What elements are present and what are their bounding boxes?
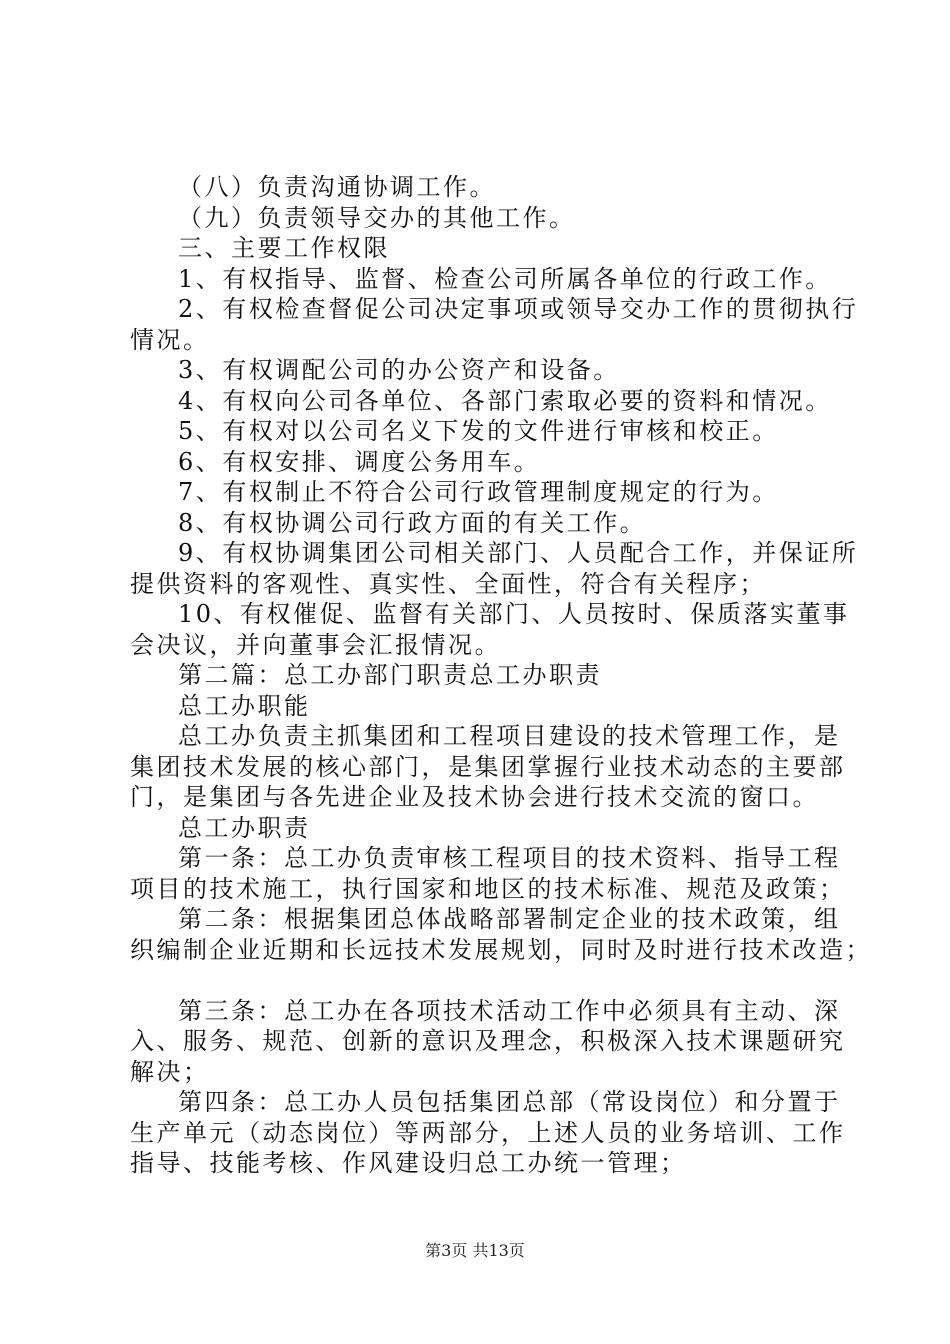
text-line: 第三条：总工办在各项技术活动工作中必须具有主动、深 (178, 996, 841, 1025)
sub-heading: 总工办职责 (178, 813, 311, 842)
text-line: 入、服务、规范、创新的意识及理念，积极深入技术课题研究 (130, 1027, 846, 1055)
text-line: 会决议，并向董事会汇报情况。 (130, 630, 501, 659)
text-line: 第一条：总工办负责审核工程项目的技术资料、指导工程 (178, 844, 841, 872)
blank-line (130, 965, 850, 996)
text-line: 9、有权协调集团公司相关部门、人员配合工作，并保证所 (178, 539, 859, 567)
chapter-heading: 第二篇：总工办部门职责总工办职责 (178, 661, 602, 689)
text-line: 7、有权制止不符合公司行政管理制度规定的行为。 (178, 478, 779, 506)
text-line: （九）负责领导交办的其他工作。 (178, 203, 576, 232)
text-line: 项目的技术施工，执行国家和地区的技术标准、规范及政策； (130, 874, 846, 903)
text-line: 4、有权向公司各单位、各部门索取必要的资料和情况。 (178, 386, 832, 415)
text-line: 2、有权检查督促公司决定事项或领导交办工作的贯彻执行 (178, 295, 859, 323)
text-line: 总工办负责主抓集团和工程项目建设的技术管理工作，是 (178, 722, 841, 750)
text-line: 5、有权对以公司名义下发的文件进行审核和校正。 (178, 417, 779, 445)
document-body (130, 172, 872, 1179)
text-line: （八）负责沟通协调工作。 (178, 173, 496, 201)
text-line: 解决； (130, 1057, 210, 1086)
text-line: 8、有权协调公司行政方面的有关工作。 (178, 508, 647, 537)
text-line: 第四条：总工办人员包括集团总部（常设岗位）和分置于 (178, 1088, 841, 1116)
sub-heading: 总工办职能 (178, 691, 311, 720)
text-line: 指导、技能考核、作风建设归总工办统一管理； (130, 1149, 687, 1177)
text-line: 第二条：根据集团总体战略部署制定企业的技术政策，组 (178, 905, 841, 933)
text-line: 织编制企业近期和长远技术发展规划，同时及时进行技术改造； (130, 935, 872, 964)
text-line: 6、有权安排、调度公务用车。 (178, 447, 541, 476)
text-line: 集团技术发展的核心部门，是集团掌握行业技术动态的主要部 (130, 752, 846, 781)
text-line: 生产单元（动态岗位）等两部分，上述人员的业务培训、工作 (130, 1118, 846, 1147)
text-line: 1、有权指导、监督、检查公司所属各单位的行政工作。 (178, 264, 832, 293)
text-line: 10、有权催促、监督有关部门、人员按时、保质落实董事 (178, 600, 850, 628)
text-line: 情况。 (130, 325, 210, 354)
text-line: 门，是集团与各先进企业及技术协会进行技术交流的窗口。 (130, 783, 819, 811)
text-line: 提供资料的客观性、真实性、全面性，符合有关程序； (130, 569, 766, 598)
section-heading: 三、主要工作权限 (178, 234, 390, 262)
text-line: 3、有权调配公司的办公资产和设备。 (178, 356, 620, 384)
page-number-footer: 第3页 共13页 (425, 1241, 525, 1260)
